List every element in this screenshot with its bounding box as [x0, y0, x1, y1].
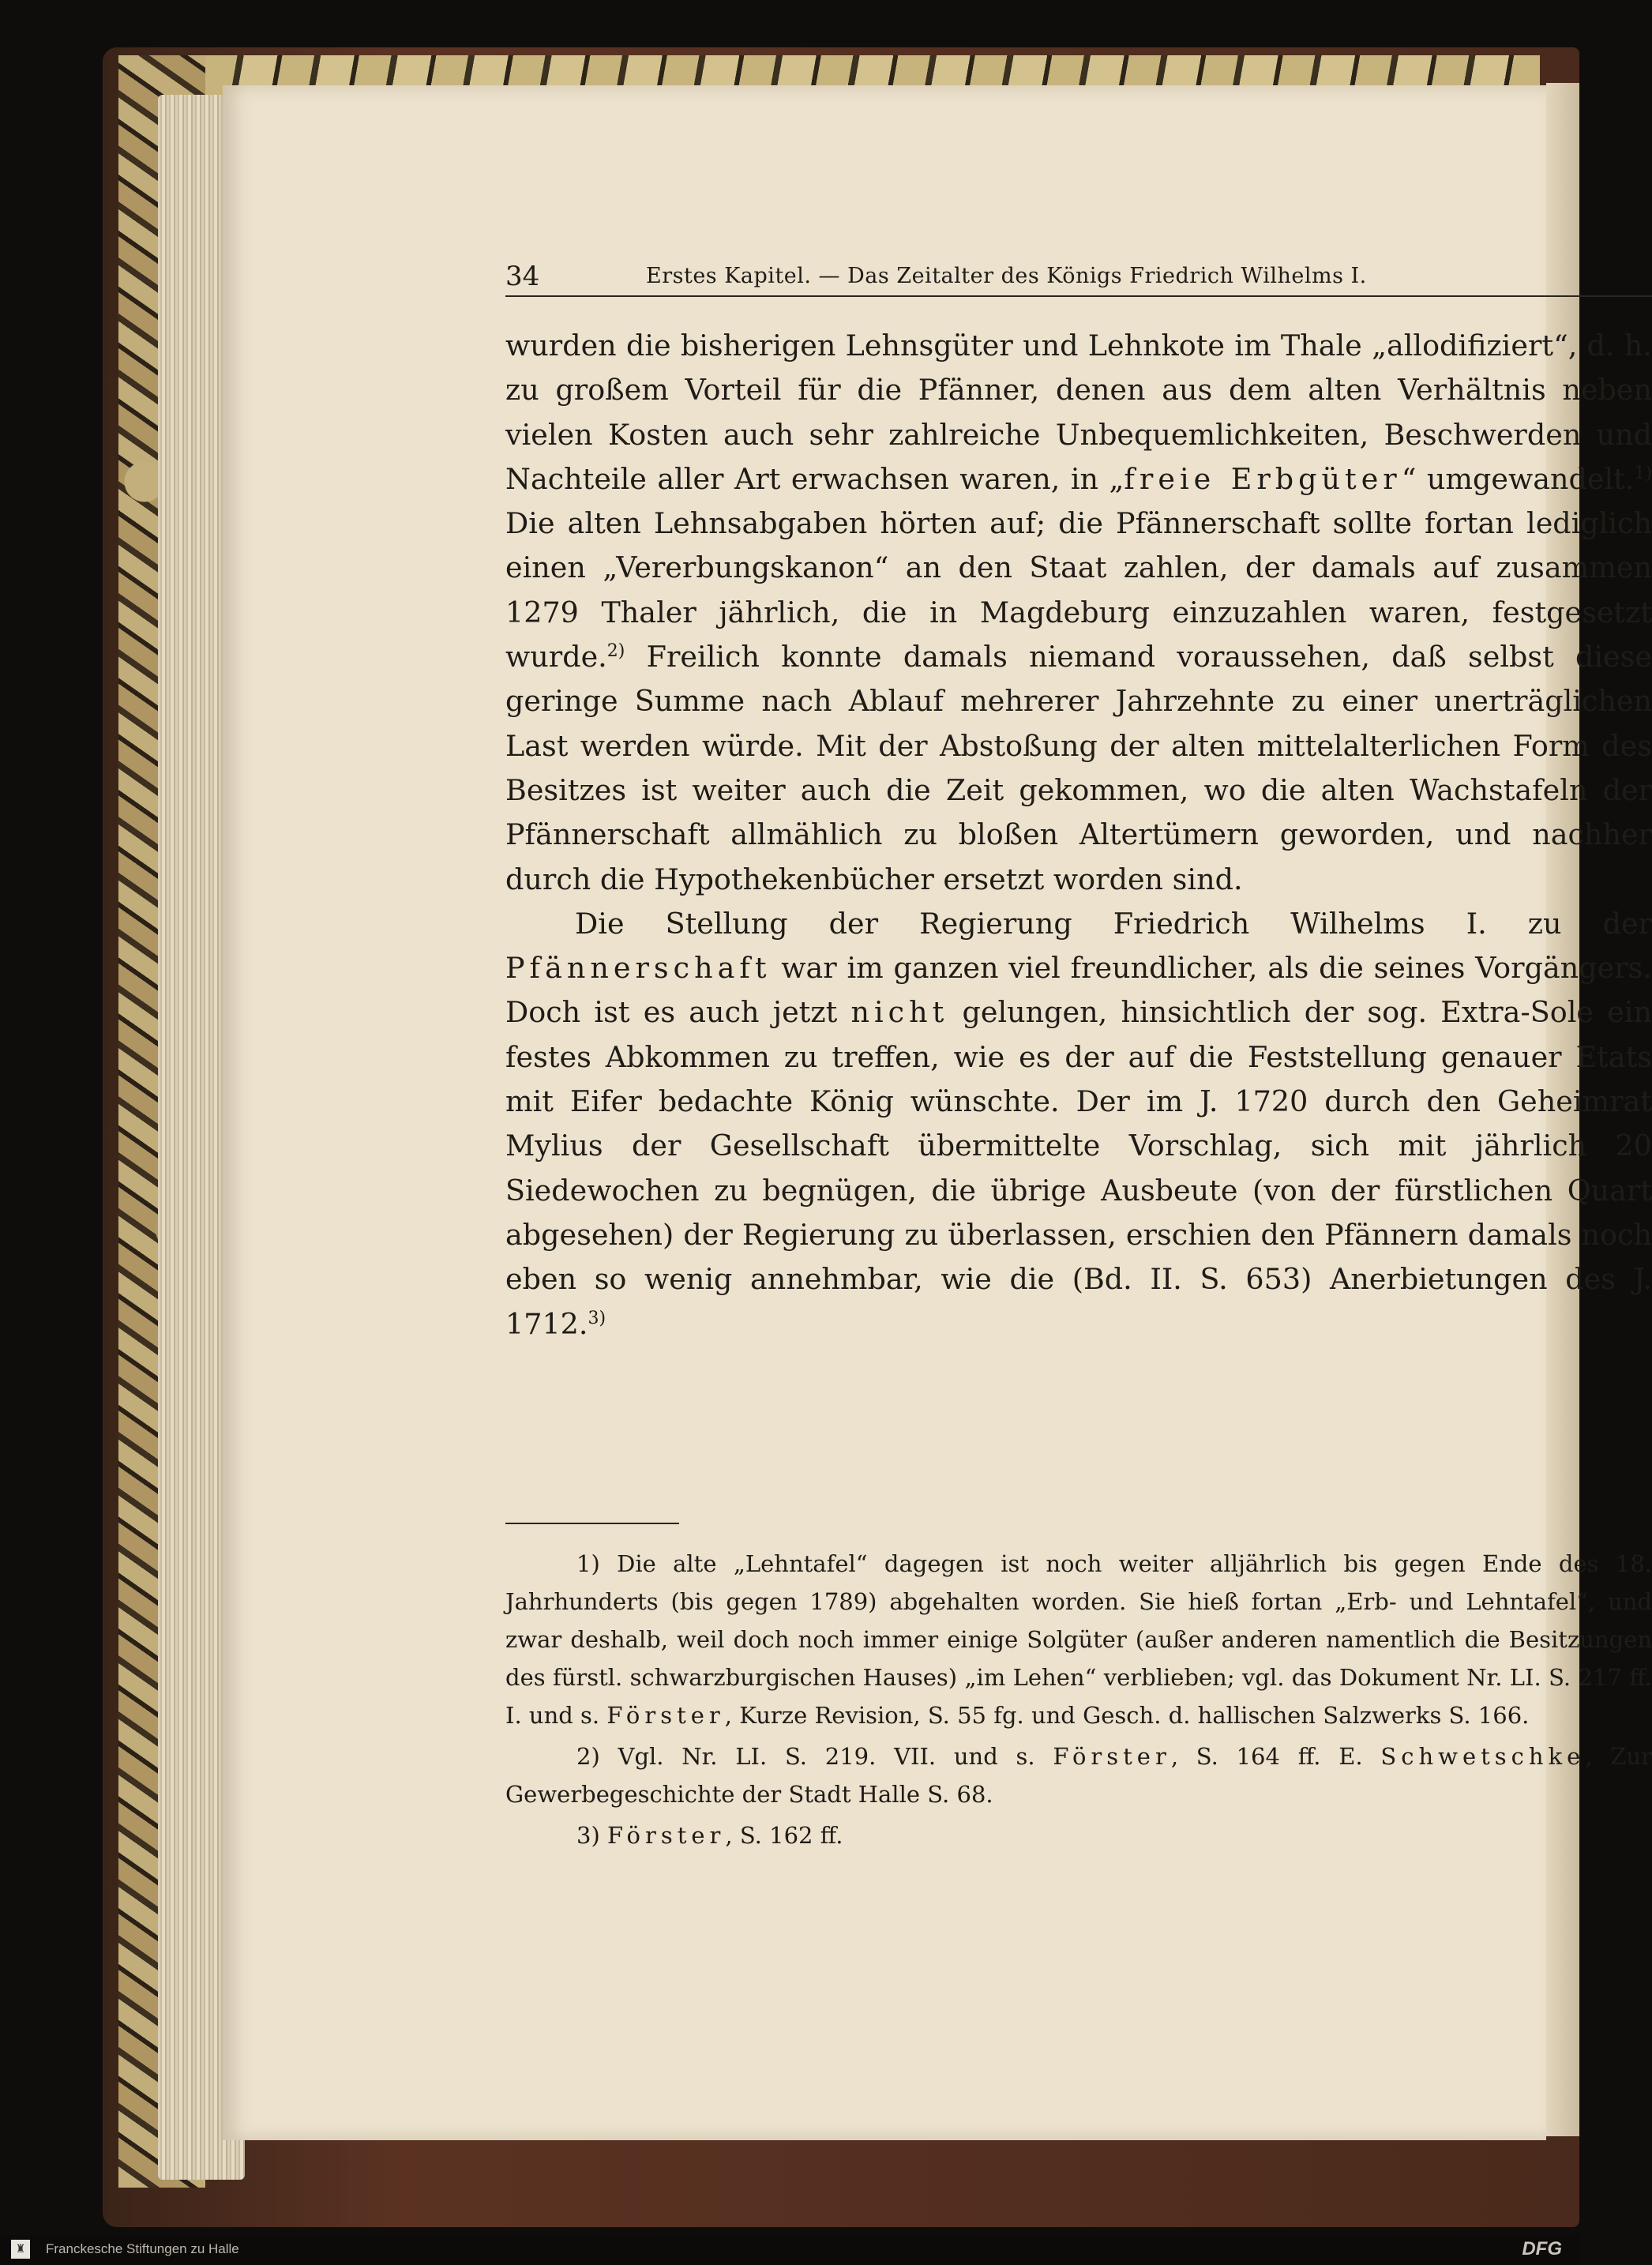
page-number: 34	[505, 261, 540, 292]
spaced-emphasis: Pfännerschaft	[505, 951, 772, 986]
text-run: , Zur Gewerbegeschichte der Stadt Halle S. 68.	[505, 1743, 1652, 1808]
running-head: Erstes Kapitel. — Das Zeitalter des Königs Friedrich Wilhelms I.	[646, 264, 1367, 288]
footnotes	[505, 1545, 1652, 1857]
text-run: , S. 162 ff.	[725, 1822, 843, 1849]
viewer-footer-bar	[0, 2235, 1579, 2265]
footnote-1	[505, 1545, 1652, 1734]
text-run: Die alten Lehnsabgaben hörten auf; die Pfännerschaft sollte fortan lediglich einen „Vererbungskanon“ an den Staat zahlen, der damals auf zusammen 1279 Thaler jährlich, die in Magdeburg einzuzahlen waren, festgesetzt wurde.	[505, 506, 1652, 674]
spaced-emphasis: Schwetschke	[1380, 1743, 1586, 1770]
text-run: wurden die bisherigen Lehnsgüter und Lehnkote im Thale „allodifiziert“, d. h. zu großem Vorteil für die Pfänner, denen aus dem alten Verhältnis neben vielen Kosten auch sehr zahlreiche Unbequemlichkeiten, Beschwerden und Nachteile aller Art erwachsen waren, in „	[505, 329, 1652, 496]
footnote-ref[interactable]: 2)	[606, 640, 625, 661]
text-run: “ umgewandelt.	[1401, 461, 1635, 496]
footnote-ref[interactable]: 3)	[588, 1308, 606, 1328]
spaced-emphasis: nicht	[850, 995, 949, 1030]
text-run: , Kurze Revision, S. 55 fg. und Gesch. d. hallischen Salzwerks S. 166.	[724, 1702, 1530, 1729]
footnote-2	[505, 1737, 1652, 1813]
footnote-ref[interactable]: 1)	[1634, 463, 1652, 483]
institution-name[interactable]: Franckesche Stiftungen zu Halle	[46, 2241, 239, 2256]
spaced-emphasis: Förster	[606, 1822, 726, 1849]
text-run: , S. 164 ff. E.	[1170, 1743, 1381, 1770]
dfg-logo: DFG	[1522, 2238, 1562, 2259]
text-run: war im ganzen viel freundlicher, als die seines Vorgängers. Doch ist es auch jetzt	[505, 951, 1652, 1030]
page-header	[505, 261, 1652, 297]
text-run: 1) Die alte „Lehntafel“ dagegen ist noch weiter alljährlich bis gegen Ende des 18. Jahrhunderts (bis gegen 1789) abgehalten worden. Sie hieß fortan „Erb- und Lehntafel“, und zwar deshalb, weil doch noch immer einige Solgüter (außer anderen namentlich die Besitzungen des fürstl. schwarzburgischen Hauses) „im Lehen“ verblieben; vgl. das Dokument Nr. LI. S. 217 ff. I. und s.	[505, 1550, 1652, 1729]
book-page	[223, 85, 1652, 2140]
text-run: 3)	[576, 1822, 607, 1849]
spaced-emphasis: Förster	[1053, 1743, 1171, 1770]
text-run: Die Stellung der Regierung Friedrich Wilhelms I. zu der	[575, 906, 1652, 941]
spaced-emphasis: freie Erbgüter	[1124, 461, 1402, 496]
paragraph-2	[505, 902, 1652, 1347]
text-run: gelungen, hinsichtlich der sog. Extra-Sole ein festes Abkommen zu treffen, wie es der auf die Feststellung genauer Etats mit Eifer bedachte König wünschte. Der im J. 1720 durch den Geheimrat Mylius der Gesellschaft übermittelte Vorschlag, sich mit jährlich 20 Siedewochen zu begnügen, die übrige Ausbeute (von der fürstlichen Quart abgesehen) der Regierung zu überlassen, erschien den Pfännern damals noch eben so wenig annehmbar, wie die (Bd. II. S. 653) Anerbietungen des J. 1712.	[505, 995, 1652, 1341]
spaced-emphasis: Förster	[606, 1702, 725, 1729]
paragraph-1	[505, 324, 1652, 902]
text-run: 2) Vgl. Nr. LI. S. 219. VII. und s.	[576, 1743, 1053, 1770]
footnote-3	[505, 1816, 1652, 1854]
text-run: Freilich konnte damals niemand voraussehen, daß selbst diese geringe Summe nach Ablauf mehrerer Jahrzehnte zu einer unerträglichen Last werden würde. Mit der Abstoßung der alten mittelalterlichen Form des Besitzes ist weiter auch die Zeit gekommen, wo die alten Wachstafeln der Pfännerschaft allmählich zu bloßen Altertümern geworden, und nachher durch die Hypothekenbücher ersetzt worden sind.	[505, 640, 1652, 896]
footnote-divider	[505, 1523, 679, 1524]
crest-icon: ♜	[11, 2240, 30, 2259]
body-text	[505, 324, 1652, 1347]
